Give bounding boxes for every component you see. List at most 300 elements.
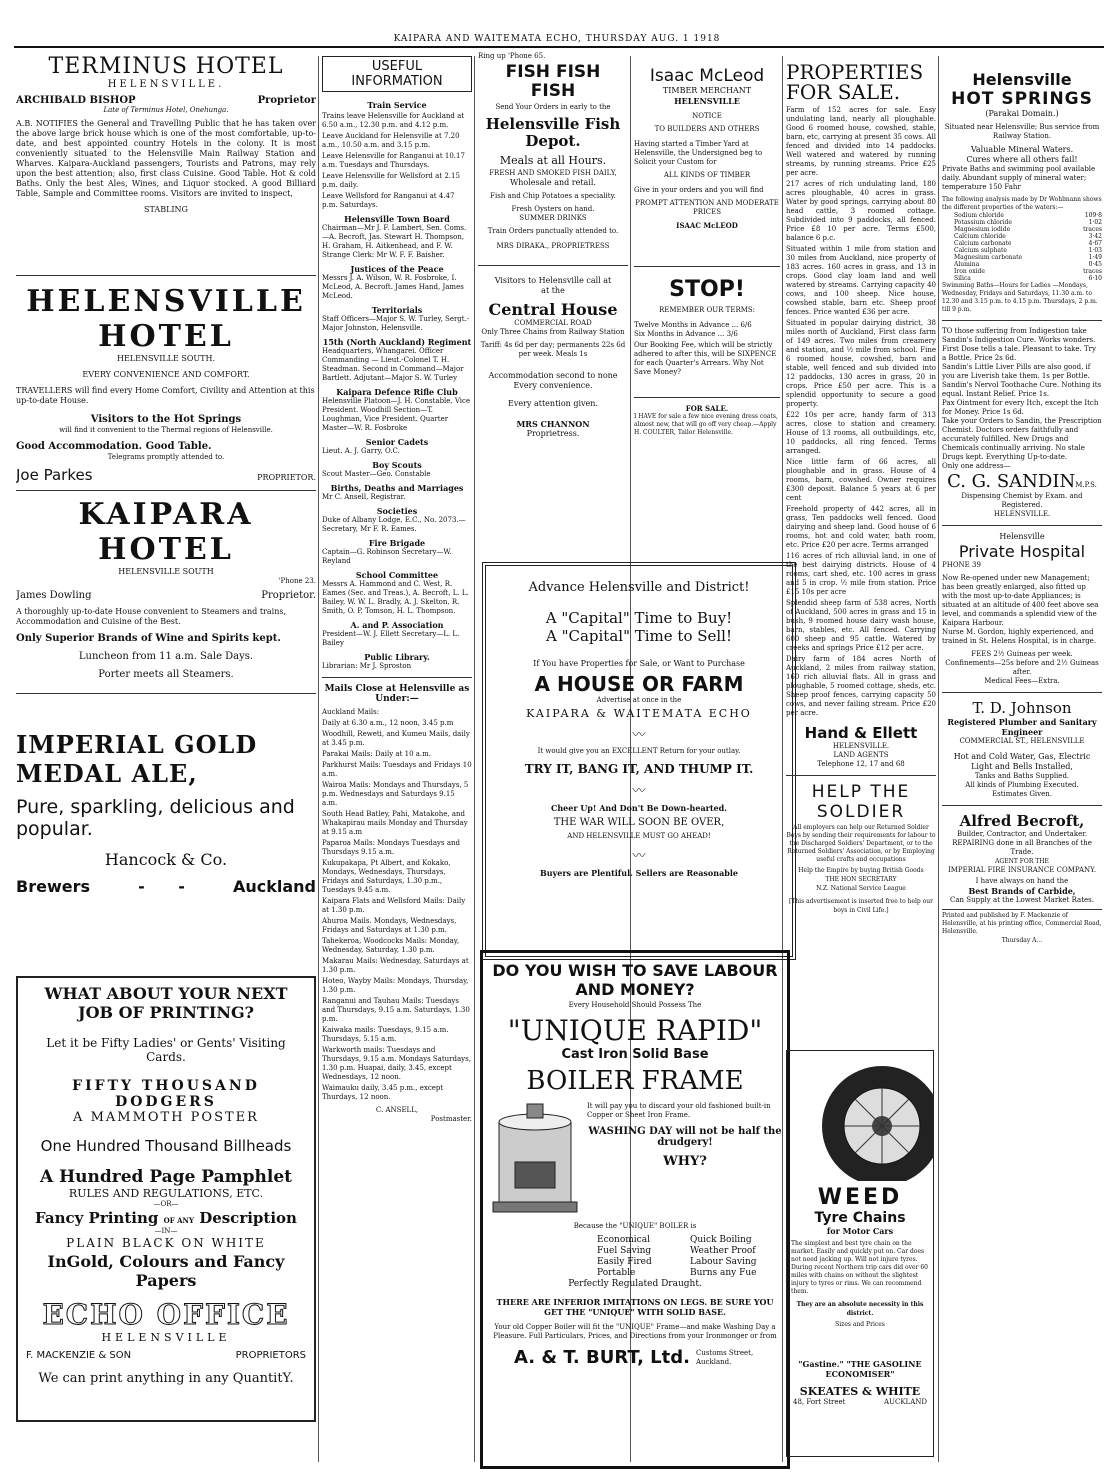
owner: ARCHIBALD BISHOP [16, 95, 136, 106]
ad-title: PROPERTIES [786, 60, 924, 84]
print-line: RULES AND REGULATIONS, ETC. [68, 1187, 264, 1200]
valuable: Valuable Mineral Waters. [970, 145, 1074, 154]
send-line: Send Your Orders in early to the [495, 103, 611, 111]
ad-line: AND HELENSVILLE MUST GO AHEAD! [567, 832, 711, 840]
column-4 [634, 52, 780, 552]
attention: Every attention given. [508, 399, 598, 408]
supply: Can Supply at the Lowest Market Rates. [950, 896, 1094, 904]
fresh: FRESH AND SMOKED FISH DAILY, [489, 169, 617, 177]
parakai: (Parakai Domain.) [985, 109, 1059, 118]
print-line: FIFTY THOUSAND DODGERS [72, 1078, 260, 1110]
mail-item: Kaiwaka mails: Tuesdays, 9.15 a.m. Thursdays, 5.15 a.m. [322, 1026, 449, 1043]
print-line: PLAIN BLACK ON WHITE [66, 1236, 266, 1250]
mail-item: Kaipara Flats and Wellsford Mails: Daily at 1.30 p.m. [322, 897, 466, 914]
proprietress: MRS DIRAKA., PROPRIETRESS [496, 242, 610, 250]
feature: Portable [597, 1268, 636, 1278]
ad-title: WHAT ABOUT YOUR NEXT JOB OF PRINTING? [44, 984, 288, 1022]
mineral-value: 1·49 [1088, 254, 1102, 261]
ad-title: KAIPARA HOTEL [78, 497, 254, 567]
only: Only one address— [942, 462, 1011, 470]
repairing: REPAIRING done in all Branches of the Trade. [952, 839, 1092, 856]
mail-item: Parkhurst Mails: Tuesdays and Fridays 10 a.m. [322, 761, 472, 778]
mail-item: Ranganui and Tauhau Mails: Tuesdays and Thursdays, 9.15 a.m. Saturdays, 1.30 p.m. [322, 997, 470, 1023]
mineral-row [954, 233, 1102, 240]
section-heading: Justices of the Peace [350, 264, 444, 274]
term: Twelve Months in Advance ... 6/6 [634, 321, 752, 329]
column-divider [318, 56, 319, 1462]
print-line: Fancy Printing [35, 1209, 159, 1227]
hospital-title: Private Hospital [958, 542, 1086, 561]
confinements: Confinements—25s before and 2½ Guineas after. [945, 659, 1099, 676]
mail-item: Paparoa Mails: Mondays Tuesdays and Thursdays 9.15 a.m. [322, 839, 460, 856]
pax: Pax Ointment for every Itch, except the Itch for Money. Price 1s 6d. [942, 399, 1099, 416]
help-2: Help the Empire by buying British Goods [798, 867, 924, 874]
section-body: Lieut. A. J. Garry, O.C. [322, 447, 400, 455]
section-heading: Boy Scouts [372, 460, 422, 470]
medical-fees: Medical Fees—Extra. [984, 677, 1060, 685]
private: Private Baths and swimming pool available daily. Abundant supply of mineral water; temperature 150 Fahr [942, 165, 1096, 191]
mail-item: Warkworth mails: Tuesdays and Thursdays, 9.15 a.m. Mondays Saturdays, 1.30 p.m. Huapai, daily, 3.45, except Wednesdays, 12 noon. [322, 1046, 471, 1081]
ad-title: DO YOU WISH TO SAVE LABOUR AND MONEY? [492, 961, 778, 999]
telephone: Telephone 12, 17 and 68 [817, 760, 905, 768]
feature: Easily Fired [597, 1257, 652, 1267]
mail-item: Ahuroa Mails. Mondays, Wednesdays, Fridays and Saturdays at 1.30 p.m. [322, 917, 457, 934]
role: PROPRIETOR. [257, 473, 316, 482]
section-heading: Public Library. [364, 652, 430, 662]
owner: MRS CHANNON [516, 419, 590, 429]
section-body: Captain—G. Robinson Secretary—W. Reyland [322, 548, 452, 565]
property-item: £22 10s per acre, handy farm of 313 acres, close to station and creamery. House of 13 rooms, all outbuildings, etc, 10 paddocks, all ring fenced. Terms arranged. [786, 411, 936, 455]
section-body: Duke of Albany Lodge, E.C., No. 2073.—Secretary, Mr F. R. Eames. [322, 516, 466, 533]
help-title: HELP THE SOLDIER [811, 782, 911, 822]
ad-body: A thoroughly up-to-date House convenient to Steamers and trains, Accommodation and Cuisine of the Best. [16, 607, 286, 626]
mineral-row [954, 219, 1102, 226]
frame-title: BOILER FRAME [526, 1066, 744, 1096]
maker: Hancock & Co. [104, 850, 228, 869]
imperial: IMPERIAL FIRE INSURANCE COMPANY. [947, 866, 1097, 874]
in: —IN— [154, 1227, 178, 1235]
nz: N.Z. National Service League [816, 885, 906, 892]
take: Take your Orders to Sandin, the Prescription Chemist. Doctors orders faithfully and accurately fulfilled. New Drugs and Chemicals continually arriving. No stale Drugs kept. Everything Up-to-date. [942, 417, 1102, 461]
print-line: A Hundred Page Pamphlet [39, 1167, 293, 1187]
section-body: Librarian: Mr J. Sproston [322, 662, 412, 670]
train-item: Trains leave Helensville for Auckland at 6.50 a.m., 12.30 p.m. and 4.12 p.m. [322, 112, 465, 129]
address: 48, Fort Street [793, 1398, 846, 1406]
signature: ISAAC McLEOD [676, 221, 738, 230]
owner: James Dowling [16, 590, 92, 601]
ad-title: IMPERIAL GOLD MEDAL ALE, [16, 730, 258, 788]
ad-line: A "Capital" Time to Sell! [545, 627, 733, 645]
section-heading: Train Service [367, 100, 427, 110]
section-body: Messrs A. Hammond and C. West, R. Eames (Sec. and Treas.), A. Becroft, L. L. Bailey, W. W. L. Bradly, A. J. Skelton, R. Smith, O. P. Tomson, H. L. Thompson. [322, 580, 469, 615]
mail-item: Woodhill, Reweti, and Kumeu Mails, daily at 3.45 p.m. [322, 730, 470, 747]
property-item: Dairy farm of 184 acres North of Auckland, 2 miles from railway station, 160 rich alluvial flats. All in grass and ploughable, 5 roomed cottage, sheds, etc. Sheep proof fences, carrying capacity 50 cows, and never failing stream. Price £20 per acre. [786, 655, 936, 717]
mail-item: Tahekeroa, Woodcocks Mails: Monday, Wednesday, Saturday, 1.30 p.m. [322, 937, 460, 954]
mineral-name: Magnesium carbonate [954, 254, 1023, 261]
agent-title: Hand & Ellett [804, 724, 918, 742]
train-orders: Train Orders punctually attended to. [487, 227, 619, 235]
washing: WASHING DAY will not be half the drudgery! [588, 1126, 782, 1148]
mineral-name: Magnesium iodide [954, 226, 1011, 233]
flourish-icon: 〰 [632, 784, 646, 799]
mail-item: Daily at 6.30 a.m., 12 noon, 3.45 p.m [322, 719, 454, 727]
print-line: PROPRIETORS [235, 1350, 306, 1361]
nurse: Nurse M. Gordon, highly experienced, and trained in St. Helens Hospital, is in charge. [942, 628, 1097, 645]
ad-title: FOR SALE. [786, 80, 901, 104]
becroft-title: Alfred Becroft, [959, 812, 1085, 830]
mps: M.P.S. [1075, 481, 1097, 489]
wholesale: Wholesale and retail. [510, 178, 596, 187]
ad-line: KAIPARA & WAITEMATA ECHO [526, 707, 752, 720]
section-heading: Helensville Town Board [344, 214, 450, 224]
telegrams: Telegrams promptly attended to. [107, 453, 225, 461]
mineral-row [954, 261, 1102, 268]
sandin-title: C. G. SANDIN [947, 471, 1076, 492]
signature: C. ANSELL, [375, 1106, 419, 1114]
section-heading: Mails Close at Helensville as Under:— [324, 684, 470, 704]
brewers: Brewers [16, 877, 90, 896]
tyre-illustration [787, 1051, 933, 1181]
mail-item: Waimauku daily, 3.45 p.m., except Thurdays, 12 noon. [322, 1084, 444, 1101]
oysters: Fresh Oysters on hand. [511, 205, 595, 213]
because: Because the "UNIQUE" BOILER is [573, 1222, 697, 1230]
phone: 'Phone 23. [278, 577, 316, 585]
central-house-title: Central House [488, 300, 618, 319]
for-motor: for Motor Cars [826, 1226, 894, 1236]
phone-line: Ring up 'Phone 65. [478, 52, 546, 60]
print-line: We can print anything in any QuantitY. [38, 1371, 294, 1386]
ad-line: Advertise at once in the [596, 696, 682, 704]
depot-title: Helensville Fish Depot. [485, 115, 621, 150]
train-item: Leave Helensville for Ranganui at 10.17 a.m. Tuesdays and Thursdays. [322, 152, 465, 169]
property-item: 116 acres of rich alluvial land, in one of the best dairying districts. House of 4 rooms, cart shed, etc. 100 acres in grass and 5 in crop. ½ mile from station. Price £15 10s per acre [786, 552, 936, 596]
ad-body: Having started a Timber Yard at Helensville, the Undersigned beg to Solicit your Custom for [634, 140, 763, 166]
printing-ad [16, 976, 316, 1422]
stabling: STABLING [144, 205, 188, 214]
section-heading: 15th (North Auckland) Regiment [322, 337, 472, 347]
accommodation: Good Accommodation. Good Table. [16, 441, 212, 452]
mineral-name: Iron oxide [954, 268, 985, 275]
ale-line-1: Pure, sparkling, delicious and [16, 796, 295, 818]
dispensing: Dispensing Chemist by Exam. and Registered. [961, 492, 1083, 509]
print-line: ECHO OFFICE [42, 1298, 290, 1331]
property-item: Freehold property of 442 acres, all in grass, Ten paddocks well fenced. Good dairying and sheep land. Good house of 6 rooms, hot and cold water, bath room, etc. Price £20 per acre. Terms arranged [786, 505, 936, 549]
ad-body: A.B. NOTIFIES the General and Travelling Public that he has taken over the above large brick house which is one of the most comfortable, up-to-date, and best appointed country Hotels in the colony. It is most conveniently situated to the Helensville Main Railway Station and Wharves. Kaipara-Auckland passengers, Tourists and Patrons, may rely upon the best attention; also, first class Cuisine. Good Table. Hot & cold Baths. Only the best Ales, Wines, and Liquor stocked. A good Billiard Table, Sample and Committee rooms. Visitors are invited to inspect, [16, 119, 316, 198]
plumbing: All kinds of Plumbing Executed. [965, 781, 1079, 789]
ad-title: HELENSVILLE HOTEL [26, 284, 306, 354]
mail-item: Makarau Mails: Wednesday, Saturdays at 1.30 p.m. [322, 957, 469, 974]
remember: REMEMBER OUR TERMS: [658, 306, 756, 314]
or: —OR— [153, 1200, 179, 1208]
pay: It will pay you to discard your old fashioned built-in Copper or Sheet Iron Frame. [587, 1102, 771, 1119]
unique-title: "UNIQUE RAPID" [507, 1014, 763, 1047]
train-list [322, 112, 472, 210]
train-item: Leave Helensville for Wellsford at 2.15 p.m. daily. [322, 172, 460, 189]
ad-title: HOT SPRINGS [951, 89, 1093, 109]
city: Auckland [232, 877, 316, 896]
late: Late of Terminus Hotel, Onehunga. [103, 106, 229, 114]
feature: Fuel Saving [597, 1246, 652, 1256]
liver: Sandin's Little Liver Pills are also good, if you are Liverish take them. 1s per Bottle. [942, 363, 1091, 380]
tanks: Tanks and Baths Supplied. [974, 772, 1070, 780]
trade: TIMBER MERCHANT [662, 86, 752, 95]
mineral-row [954, 268, 1102, 275]
date-line: Thursday A... [1001, 937, 1043, 944]
advance-ad [482, 562, 796, 960]
gastine: "Gastine." "THE GASOLINE ECONOMISER" [798, 1359, 922, 1379]
print-line: A MAMMOTH POSTER [73, 1110, 259, 1125]
notice: NOTICE [692, 112, 722, 120]
mineral-value: 0·45 [1088, 261, 1102, 268]
property-item: Farm of 152 acres for sale. Easy undulating land, nearly all ploughable. Good 6 roomed house, cowshed, stable, barn, etc, carrying at present 35 cows. All fenced and divided into 14 paddocks. Well watered and watered by running streams, by running streams. Price £25 per acre. [786, 106, 936, 177]
town: HELENSVILLE. [993, 510, 1051, 518]
feature: Burns any Fue [690, 1268, 757, 1278]
mineral-value: 1·02 [1088, 219, 1102, 226]
ad-line: A "Capital" Time to Buy! [545, 609, 733, 627]
print-line: OF ANY [163, 1216, 194, 1225]
johnson-title: T. D. Johnson [972, 699, 1072, 717]
ale-line-2: popular. [16, 818, 93, 840]
porter: Porter meets all Steamers. [98, 669, 234, 680]
hospital-title: Helensville [999, 532, 1045, 541]
mineral-name: Potassium chloride [954, 219, 1012, 226]
ad-place: HELENSVILLE. [107, 79, 225, 90]
section-body: Scout Master—Geo. Constable [322, 470, 431, 478]
section-body: Helensville Platoon—J. H. Constable, Vice President. Woodhill Section—T. Loughman, Vice President. Quarter Master—W. R. Fosbroke [322, 397, 471, 432]
cast: Cast Iron Solid Base [561, 1047, 709, 1062]
mail-item: Hoteo, Wayby Mails: Mondays, Thursday, 1.30 p.m. [322, 977, 469, 994]
necessity: They are an absolute necessity in this district. [796, 1301, 924, 1317]
masthead-rule [14, 46, 1104, 48]
hospital-body: Now Re-opened under new Management; has been greatly enlarged, also fitted up with the most up-to-date Appliances; is situated at an altitude of 400 feet above sea level, and commands a splendid view of the Kaipara Harbour. [942, 574, 1099, 627]
mineral-name: Sodium chloride [954, 212, 1004, 219]
column-3 [478, 52, 628, 552]
mineral-value: 4·67 [1088, 240, 1102, 247]
accommodation: Accommodation second to none Every convenience. [488, 371, 618, 390]
section-body: Headquarters, Whangarei. Officer Commanding — Lieut.-Colonel T. H. Steadman. Second in Command—Major Bartlett. Adjutant—Major S. W. Turley [322, 347, 464, 382]
train-item: Leave Wellsford for Ranganui at 4.47 p.m. Saturdays. [322, 192, 455, 209]
town: HELENSVILLE [674, 96, 740, 106]
feature: Perfectly Regulated Draught. [568, 1279, 702, 1289]
hon: THE HON SECRETARY [825, 876, 897, 883]
meals: Meals at all Hours. [499, 154, 607, 167]
land-agents: LAND AGENTS [833, 751, 889, 759]
cures: Cures where all others fail! [966, 155, 1078, 164]
stop-title: STOP! [669, 277, 745, 302]
ad-line: TRY IT, BANG IT, AND THUMP IT. [524, 762, 754, 776]
firm: SKEATES & WHITE [799, 1385, 921, 1398]
mineral-row [954, 212, 1102, 219]
address: Customs Street, Auckland. [695, 1348, 754, 1366]
ad-title: Helensville [972, 70, 1072, 89]
minerals-table [942, 212, 1102, 282]
section-body: President—W. J. Ellett Secretary—L. L. Bailey [322, 630, 460, 647]
fees: FEES 2½ Guineas per week. [971, 650, 1073, 658]
all: ALL KINDS OF TIMBER [663, 171, 751, 179]
section-body: Mr C. Ansell, Registrar. [322, 493, 406, 501]
indigestion: TO those suffering from Indigestion take Sandin's Indigestion Cure. Works wonders. [942, 327, 1096, 344]
mail-item: Wairoa Mails: Mondays and Thursdays, 5 p.m. Wednesdays and Saturdays 9.15 a.m. [322, 781, 469, 807]
mineral-value: 1·03 [1088, 247, 1102, 254]
section-heading: School Committee [355, 570, 439, 580]
feature: Weather Proof [690, 1246, 756, 1256]
mineral-value: traces [1083, 268, 1102, 275]
sale-title: FOR SALE. [685, 404, 729, 413]
sizes: Sizes and Prices [835, 1321, 885, 1328]
ad-place: HELENSVILLE SOUTH. [116, 354, 216, 363]
print-line: InGold, Colours and Fancy Papers [47, 1252, 285, 1290]
only: Only Three Chains from Railway Station [481, 328, 625, 336]
carbide: I have always on hand the [975, 877, 1069, 885]
terminus-hotel-ad [16, 54, 316, 269]
street: COMMERCIAL ST., HELENSVILLE [959, 737, 1085, 745]
mineral-name: Calcium carbonate [954, 240, 1012, 247]
boiler-illustration [487, 1102, 583, 1222]
free-notice: [This advertisement is inserted free to help our boys in Civil Life.] [788, 898, 934, 914]
section-body: Chairman—Mr J. F. Lambert, Sen. Coms.—A. Becroft, Jas. Stewart H. Thompson, H. Graham, H. Aitkenhead, and F. W. Strange Clerk: Mr W. F. F. Baisher. [322, 224, 467, 259]
mail-item: Kukupakapa, Pt Albert, and Kokako, Mondays, Wednesdays, Thursdays, Fridays and Saturdays, 1.30 p.m., Tuesdays 9.45 a.m. [322, 859, 451, 894]
to: TO BUILDERS AND OTHERS [654, 125, 760, 133]
helensville-hotel-ad [16, 284, 316, 484]
mineral-row [954, 226, 1102, 233]
fee: Our Booking Fee, which will be strictly adhered to after this, will be SIXPENCE for each Quarter's Arrears. Why Not Save Money? [634, 341, 777, 376]
train-item: Leave Auckland for Helensville at 7.20 a.m., 10.50 a.m. and 3.15 p.m. [322, 132, 460, 149]
print-line: F. MACKENZIE & SON [26, 1350, 132, 1361]
ad-body: TRAVELLERS will find every Home Comfort, Civility and Attention at this up-to-date House. [16, 386, 315, 405]
mineral-row [954, 240, 1102, 247]
toothache: Sandin's Nervol Toothache Cure. Nothing its equal. Instant Relief. Price 1s. [942, 381, 1102, 398]
section-heading: Territorials [371, 305, 423, 315]
tyre-title: Tyre Chains [814, 1210, 906, 1226]
every: Every Household Should Possess The [568, 1001, 702, 1009]
ad-line: THE WAR WILL SOON BE OVER, [553, 817, 725, 828]
section-heading: Societies [376, 506, 418, 516]
boiler-ad [480, 950, 790, 1469]
visitors-2: will find it convenient to the Thermal regions of Helensville. [59, 426, 273, 434]
mineral-name: Calcium sulphate [954, 247, 1007, 254]
role: Proprietress. [526, 429, 580, 438]
ad-line: A HOUSE OR FARM [534, 672, 744, 696]
role: Proprietor [257, 95, 316, 106]
flourish-icon: 〰 [632, 849, 646, 864]
property-item: Nice little farm of 66 acres, all ploughable and in grass. House of 4 rooms, barn, cowshed. Owner requires £300 deposit. Balance 5 years at 6 per cent [786, 458, 936, 502]
help-body: All employers can help our Returned Soldier Boys by sending their requirements for labour to the Discharged Soldiers' Department, or to the Returned Soldiers' Association, or by Employing useful crafts and occupations [786, 824, 936, 863]
term: Six Months in Advance ... 3/6 [634, 330, 738, 338]
mails-list [322, 708, 472, 1102]
section-heading: Fire Brigade [368, 538, 426, 548]
dose: First Dose tells a tale. Pleasant to take. Try a Bottle. Price 2s 6d. [942, 345, 1096, 362]
mineral-name: Alumina [954, 261, 980, 268]
ad-line: Cheer Up! And Don't Be Down-hearted. [550, 803, 728, 813]
tagline: EVERY CONVENIENCE AND COMFORT. [82, 370, 250, 379]
property-item: Situated in popular dairying district, 38 miles north of Auckland, First class farm of 149 acres. Two miles from creamery and station, and ½ mile from school. Fine 6 roomed house, cowshed, barn and stable, well fenced and sub divided into 12 paddocks, 130 acres in grass, 20 in crops. Price £50 per acre. This is a splendid opportunity to secure a good property. [786, 319, 936, 408]
luncheon: Luncheon from 11 a.m. Sale Days. [78, 651, 254, 662]
mineral-name: Silica [954, 275, 971, 282]
estimates: Estimates Given. [992, 790, 1052, 798]
kaipara-hotel-ad [16, 497, 316, 687]
weed-title: WEED [817, 1185, 903, 1210]
mail-item: Auckland Mails: [322, 708, 380, 716]
mineral-row [954, 275, 1102, 282]
section-heading: A. and P. Association [350, 620, 444, 630]
property-item: 217 acres of rich undulating land, 180 acres ploughable, 40 acres in grass. Water by good springs, carrying about 80 head cattle, 3 roomed cottage. Subdivided into 9 paddocks, all fenced. Price £8 10 per acre. Terms £500, balance 6 p.c. [786, 180, 936, 242]
old: Your old Copper Boiler will fit the "UNIQUE" Frame—and make Washing Day a Pleasure. Full Particulars, Prices, and Directions from your Ironmonger or from [493, 1323, 777, 1340]
builder: Builder, Contractor, and Undertaker. [956, 830, 1088, 838]
situated: Situated near Helensville; Bus service from Railway Station. [944, 123, 1100, 140]
feature: Quick Boiling [690, 1235, 752, 1245]
visitors: Visitors to Helensville call at [494, 276, 612, 285]
swim: Swimming Baths—Hours for Ladies —Mondays, Wednesday, Fridays and Saturdays, 11.30 a.m. to 12.30 and 3.15 p.m. to 4.15 p.m. Thursdays, 2 p.m. till 9 p.m. [942, 282, 1098, 313]
section-body: Messrs J. A. Wilson, W. R. Fosbroke, I. McLeod, A. Becroft. James Hand, James McLeod. [322, 274, 464, 300]
ad-line: Buyers are Plentiful. Sellers are Reasonable [540, 868, 738, 878]
feature: Labour Saving [690, 1257, 757, 1267]
mineral-name: Calcium chloride [954, 233, 1006, 240]
hot-water: Hot and Cold Water, Gas, Electric Light and Bells Installed, [953, 752, 1091, 771]
fish-title: FISH FISH FISH [505, 62, 601, 101]
print-line: One Hundred Thousand Billheads [40, 1137, 292, 1155]
wines: Only Superior Brands of Wine and Spirits kept. [16, 633, 281, 644]
ad-title: TERMINUS HOTEL [48, 54, 284, 79]
why: WHY? [663, 1154, 707, 1169]
section-title: USEFUL INFORMATION [322, 56, 472, 92]
inferior: THERE ARE INFERIOR IMITATIONS ON LEGS. BE SURE YOU GET THE "UNIQUE" WITH SOLID BASE. [496, 1297, 774, 1317]
ale-ad: IMPERIAL GOLD MEDAL ALE, Pure, sparkling, delicious and popular. Hancock & Co. Brewers - - Auckland [16, 730, 316, 896]
section-heading: Kaipara Defence Rifle Club [336, 387, 458, 397]
mail-item: South Head Batley, Pahi, Matakohe, and Whakapirau mails Monday and Thursday at 9.15 a.m [322, 810, 468, 836]
mineral-row [954, 247, 1102, 254]
give: Give in your orders and you will find [634, 186, 764, 194]
signature-title: Postmaster. [430, 1115, 472, 1123]
print-line: HELENSVILLE [101, 1331, 231, 1344]
firm: A. & T. BURT, Ltd. [514, 1347, 690, 1368]
ad-place: HELENSVILLE SOUTH [118, 567, 214, 576]
weed-body: The simplest and best tyre chain on the market. Easily and quickly put on. Car does not need jacking up. Will not injure tyres. During recent Northern trip cars did over 60 miles with chains on without the slightest injury to tyres or rims. We can recommend them. [791, 1240, 928, 1295]
weed-ad [786, 1050, 934, 1457]
plumber: Registered Plumber and Sanitary Engineer [947, 717, 1097, 737]
visitors: Visitors to the Hot Springs [90, 414, 242, 425]
section-body: Staff Officers—Major S. W. Turley, Sergt.-Major Johnston, Helensville. [322, 315, 470, 332]
section-heading: Births, Deaths and Marriages [330, 483, 464, 493]
agent: AGENT FOR THE [995, 858, 1049, 865]
ad-line: If You have Properties for Sale, or Want to Purchase [533, 659, 745, 668]
mineral-value: 3·42 [1088, 233, 1102, 240]
mineral-row [954, 254, 1102, 261]
feature: Economical [597, 1235, 650, 1245]
brands: Best Brands of Carbide, [968, 886, 1076, 896]
owner: Joe Parkes [16, 466, 93, 484]
column-divider [474, 56, 475, 1462]
properties-list [786, 106, 936, 718]
column-divider [938, 56, 939, 1462]
mail-item: Parakai Mails: Daily at 10 a.m. [322, 750, 432, 758]
features-list [487, 1235, 783, 1279]
ad-title: Advance Helensville and District! [528, 580, 750, 595]
prompt: PROMPT ATTENTION AND MODERATE PRICES [635, 199, 779, 216]
column-7 [942, 52, 1102, 1462]
mineral-value: 6·10 [1088, 275, 1102, 282]
column-2 [322, 52, 472, 1462]
section-heading: Senior Cadets [365, 437, 429, 447]
column-1 [16, 52, 316, 1462]
phone: PHONE 39 [942, 561, 981, 569]
sale-body: I HAVE for sale a few nice evening dress coats, almost new, that will go off very cheap.—Apply H. COULTER, Tailor Helensville. [634, 413, 778, 436]
at-the: at the [541, 286, 565, 295]
print-line: Let it be Fifty Ladies' or Gents' Visiting Cards. [46, 1036, 286, 1064]
imprint: Printed and published by F. Mackenzie of Helensville, at his printing office, Commercial Road, Helensville. [942, 909, 1102, 936]
mineral-value: traces [1083, 226, 1102, 233]
town: HELENSVILLE. [832, 742, 890, 750]
city: AUCKLAND [884, 1398, 927, 1406]
